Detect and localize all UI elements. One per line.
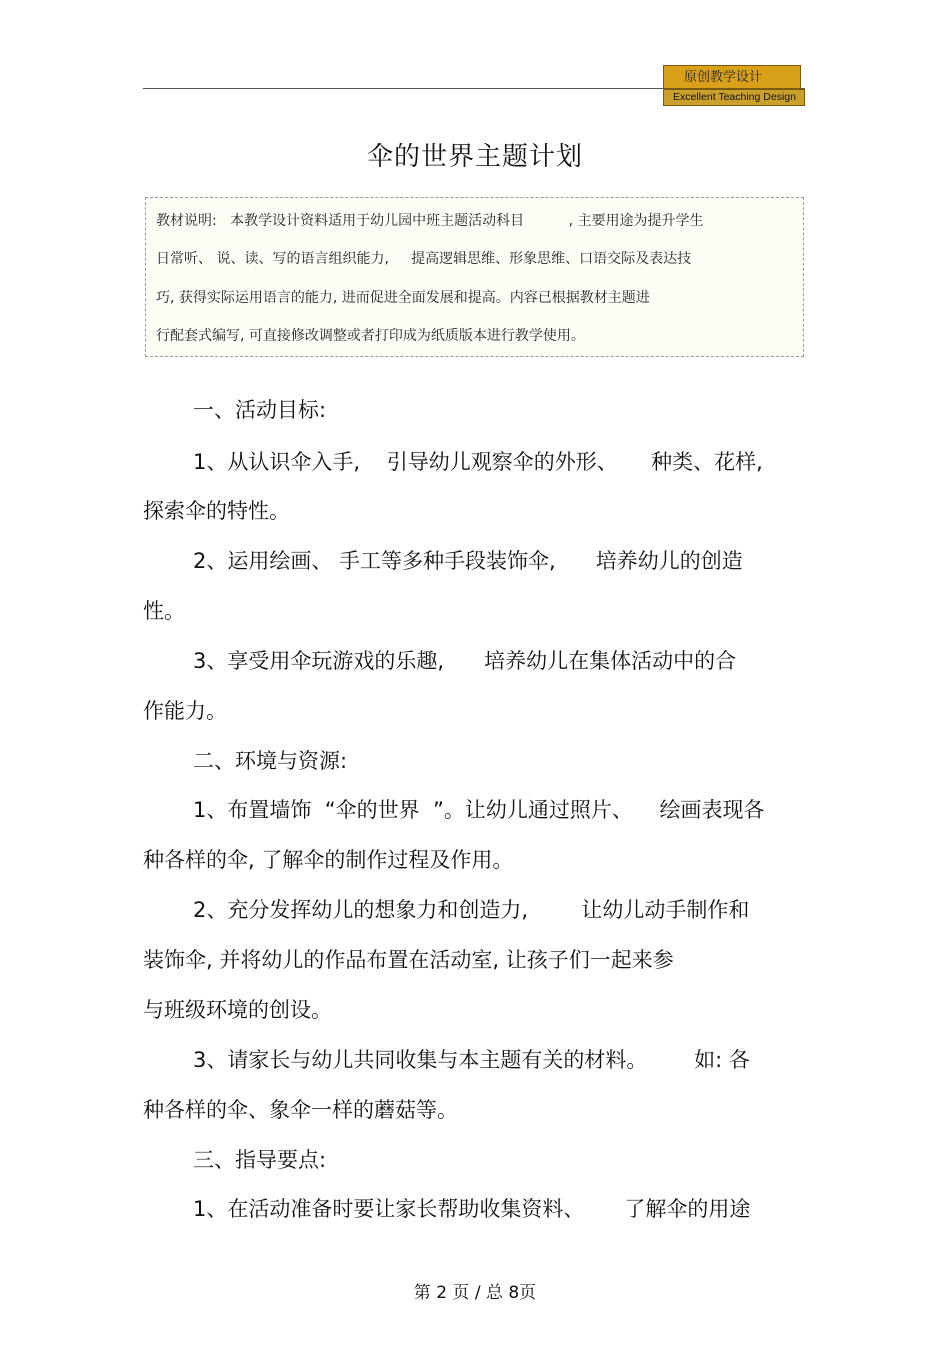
page-title: 伞的世界主题计划 xyxy=(366,142,583,172)
section-heading: 三、指导要点: xyxy=(193,1148,327,1172)
paragraph-line: 1、在活动准备时要让家长帮助收集资料、 了解伞的用途 xyxy=(193,1197,751,1221)
section-heading: 二、环境与资源: xyxy=(193,749,348,773)
header-badge-cn: 原创教学设计 xyxy=(663,65,801,89)
paragraph-line: 作能力。 xyxy=(143,699,227,723)
paragraph-line: 种各样的伞, 了解伞的制作过程及作用。 xyxy=(143,848,514,872)
section-heading: 一、活动目标: xyxy=(193,398,327,422)
material-note-box xyxy=(145,197,804,357)
paragraph-line: 2、运用绘画、 手工等多种手段装饰伞, 培养幼儿的创造 xyxy=(193,549,743,573)
paragraph-line: 装饰伞, 并将幼儿的作品布置在活动室, 让孩子们一起来参 xyxy=(143,948,674,972)
paragraph-line: 2、充分发挥幼儿的想象力和创造力, 让幼儿动手制作和 xyxy=(193,898,750,922)
paragraph-line: 种各样的伞、象伞一样的蘑菇等。 xyxy=(143,1098,458,1122)
paragraph-line: 与班级环境的创设。 xyxy=(143,998,332,1022)
page-footer: 第 2 页 / 总 8页 xyxy=(413,1283,537,1303)
note-line: 行配套式编写, 可直接修改调整或者打印成为纸质版本进行教学使用。 xyxy=(156,328,585,344)
note-line: 教材说明: 本教学设计资料适用于幼儿园中班主题活动科目 , 主要用途为提升学生 xyxy=(156,213,704,229)
header-badge-en: Excellent Teaching Design xyxy=(663,89,805,106)
paragraph-line: 性。 xyxy=(143,599,185,623)
paragraph-line: 1、从认识伞入手, 引导幼儿观察伞的外形、 种类、花样, xyxy=(193,450,763,474)
paragraph-line: 1、布置墙饰 “伞的世界 ”。让幼儿通过照片、 绘画表现各 xyxy=(193,798,765,822)
paragraph-line: 3、享受用伞玩游戏的乐趣, 培养幼儿在集体活动中的合 xyxy=(193,649,737,673)
note-line: 日常听、 说、读、写的语言组织能力, 提高逻辑思维、形象思维、口语交际及表达技 xyxy=(156,251,692,267)
paragraph-line: 3、请家长与幼儿共同收集与本主题有关的材料。 如: 各 xyxy=(193,1048,750,1072)
paragraph-line: 探索伞的特性。 xyxy=(143,499,290,523)
note-line: 巧, 获得实际运用语言的能力, 进而促进全面发展和提高。内容已根据教材主题进 xyxy=(156,290,650,306)
